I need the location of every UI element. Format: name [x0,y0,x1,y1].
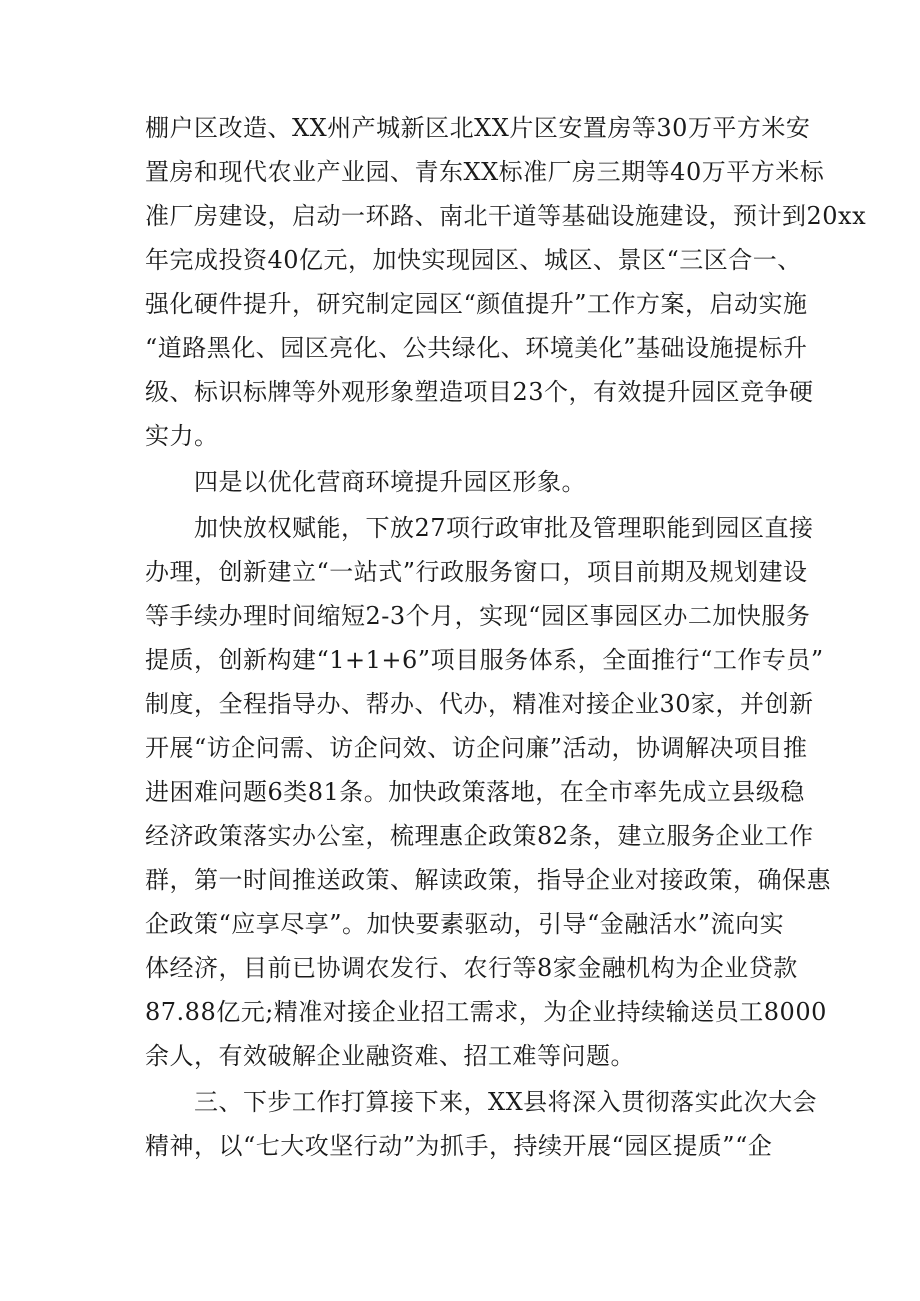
text-line: 办理，创新建立“一站式”行政服务窗口，项目前期及规划建设 [145,558,808,586]
text-line: 群，第一时间推送政策、解读政策，指导企业对接政策，确保惠 [145,866,831,894]
text-line: 级、标识标牌等外观形象塑造项目23个，有效提升园区竞争硬 [145,378,814,406]
text-line: 87.88亿元;精准对接企业招工需求，为企业持续输送员工8000 [145,998,827,1026]
text-line: 制度，全程指导办、帮办、代办，精准对接企业30家，并创新 [145,690,814,718]
text-line: 等手续办理时间缩短2-3个月，实现“园区事园区办二加快服务 [145,602,811,630]
text-line: 置房和现代农业产业园、青东XX标准厂房三期等40万平方米标 [145,158,825,186]
text-line: “道路黑化、园区亮化、公共绿化、环境美化”基础设施提标升 [145,334,808,362]
text-line: 年完成投资40亿元，加快实现园区、城区、景区“三区合一、 [145,246,802,274]
text-line: 提质，创新构建“1+1+6”项目服务体系，全面推行“工作专员” [145,646,824,674]
text-line: 加快放权赋能，下放27项行政审批及管理职能到园区直接 [194,514,814,542]
text-line: 体经济，目前已协调农发行、农行等8家金融机构为企业贷款 [145,954,798,982]
text-line: 准厂房建设，启动一环路、南北干道等基础设施建设，预计到20xx [145,202,867,230]
section-heading: 三、下步工作打算接下来，XX县将深入贯彻落实此次大会 [194,1088,818,1116]
text-line: 棚户区改造、XX州产城新区北XX片区安置房等30万平方米安 [145,114,811,142]
text-line: 企政策“应享尽享”。加快要素驱动，引导“金融活水”流向实 [145,910,785,938]
text-line: 经济政策落实办公室，梳理惠企政策82条，建立服务企业工作 [145,822,814,850]
text-line: 实力。 [145,422,219,450]
text-line: 余人，有效破解企业融资难、招工难等问题。 [145,1042,635,1070]
section-heading: 四是以优化营商环境提升园区形象。 [194,468,586,496]
text-line: 精神，以“七大攻坚行动”为抓手，持续开展“园区提质”“企 [145,1132,773,1160]
text-line: 开展“访企问需、访企问效、访企问廉”活动，协调解决项目推 [145,734,808,762]
text-line: 强化硬件提升，研究制定园区“颜值提升”工作方案，启动实施 [145,290,808,318]
text-line: 进困难问题6类81条。加快政策落地，在全市率先成立县级稳 [145,778,805,806]
